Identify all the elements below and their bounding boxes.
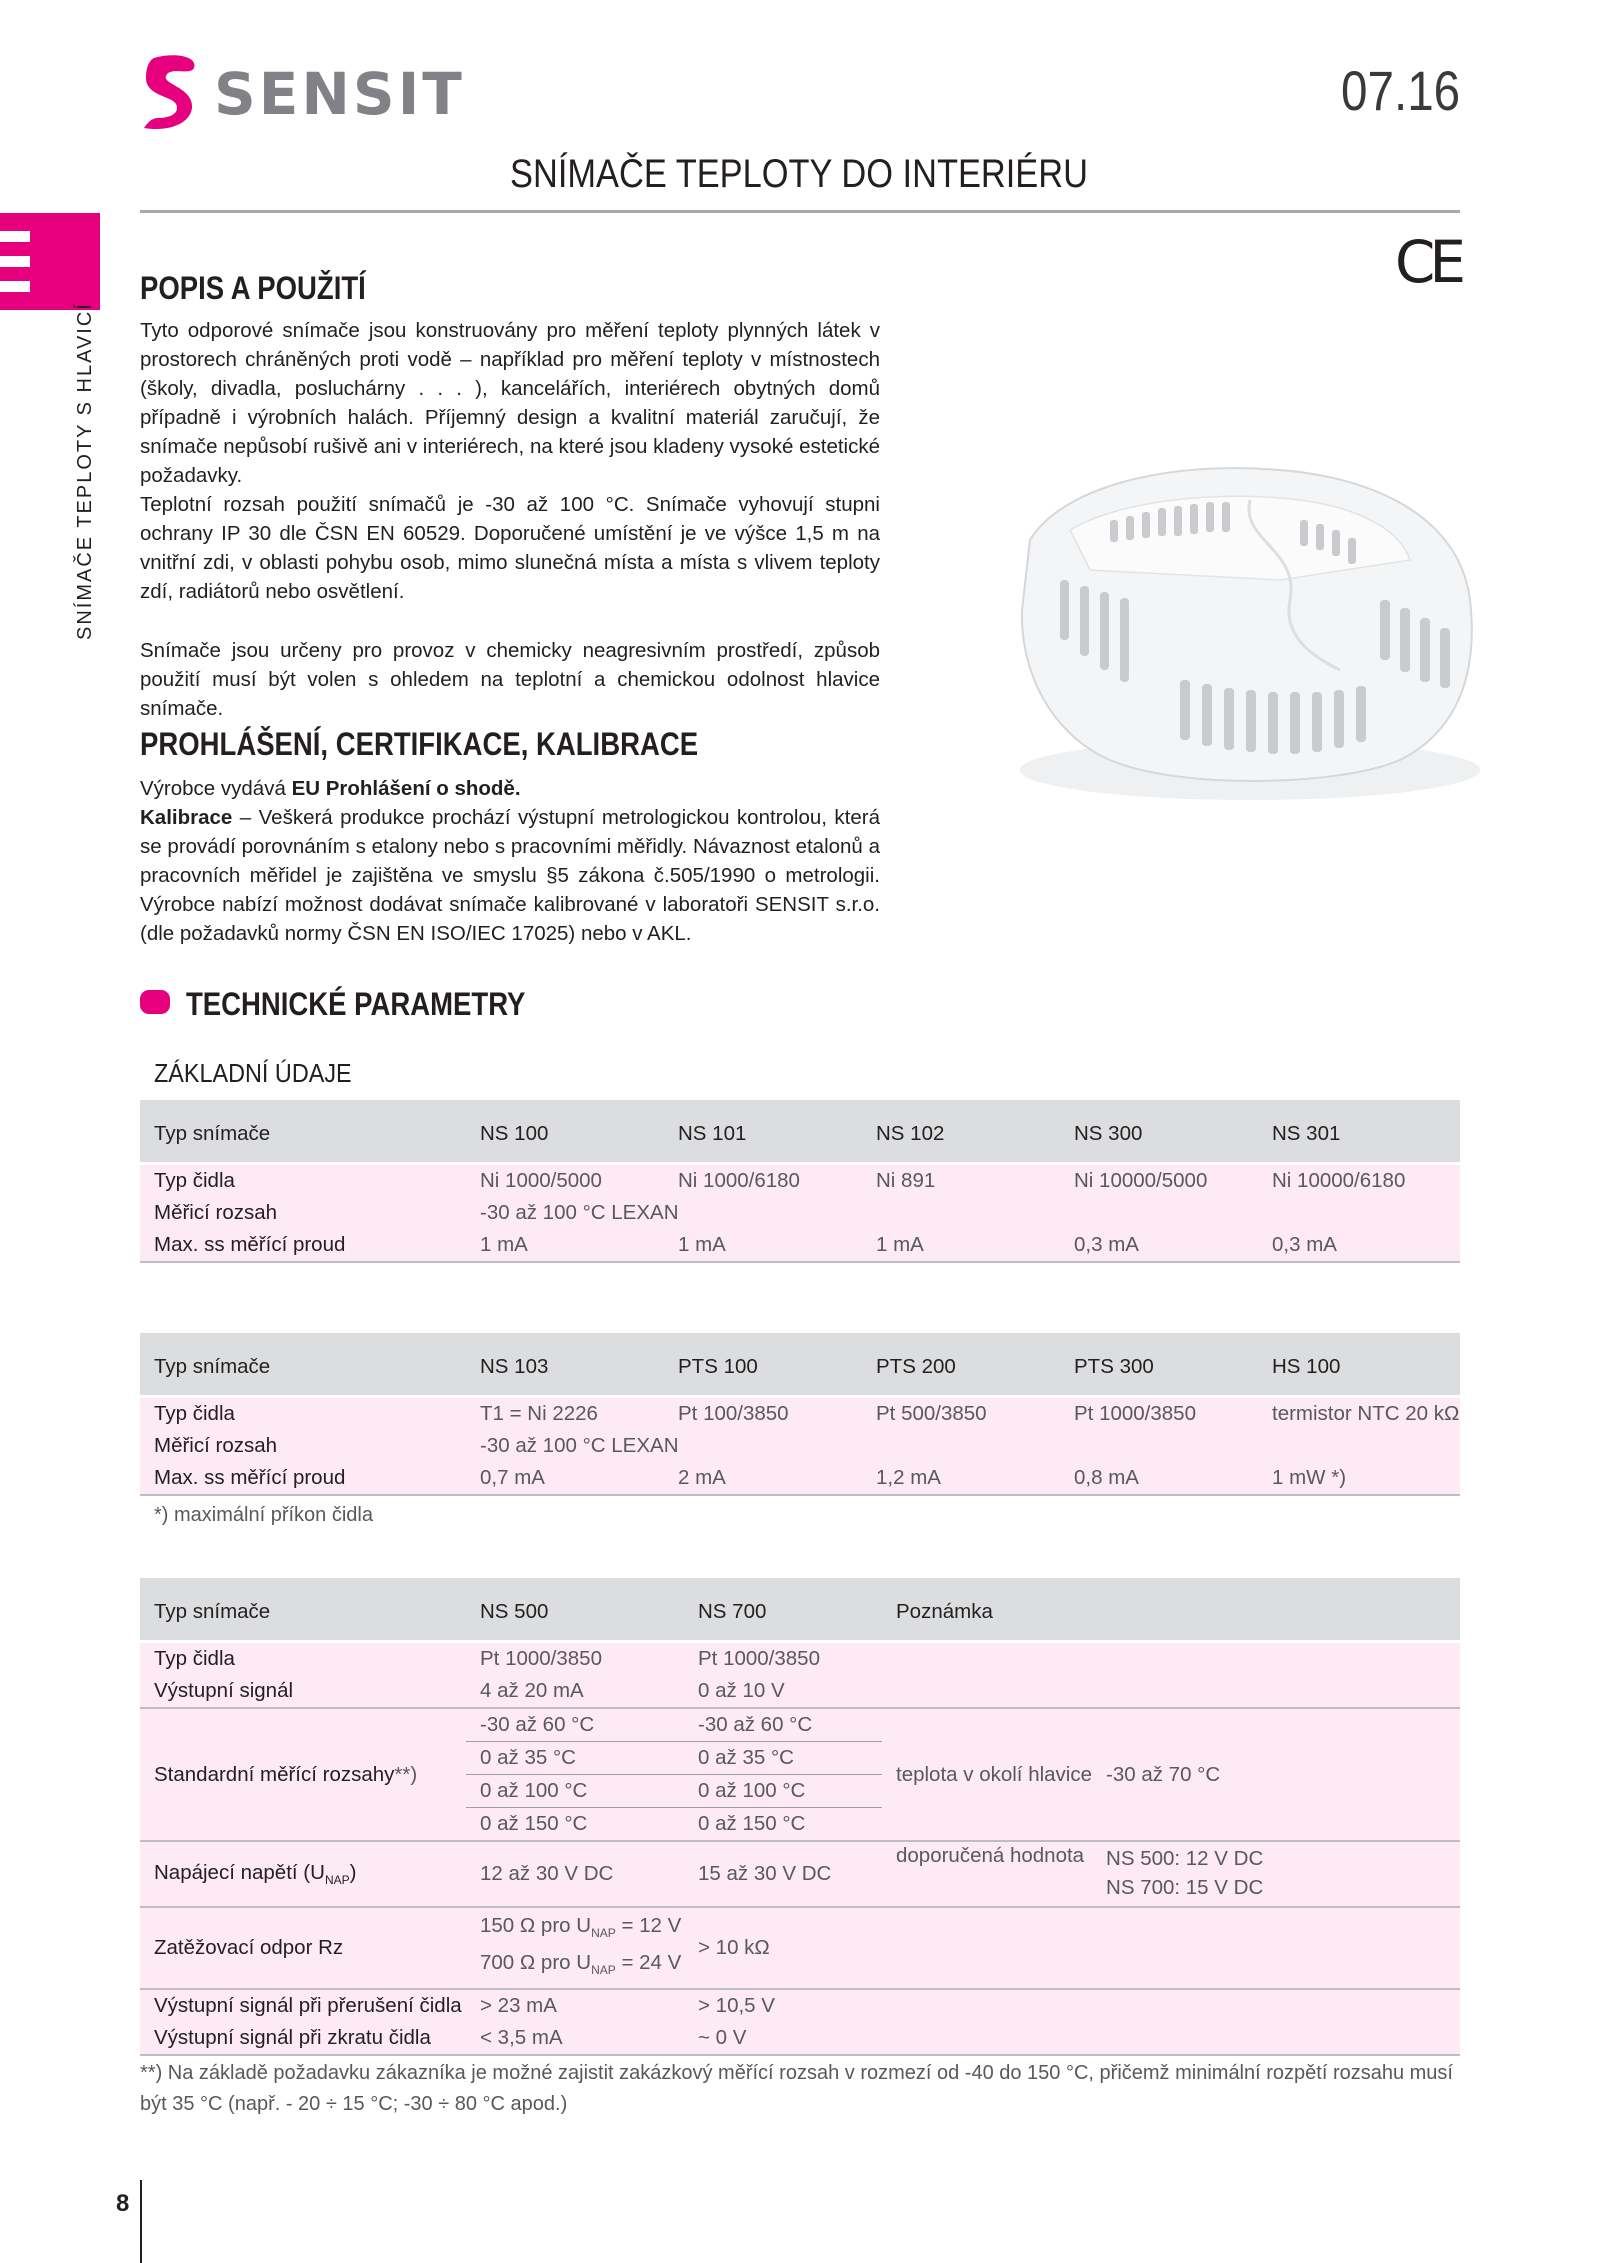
- table-cell: 0,8 mA: [1060, 1462, 1258, 1495]
- paragraph-prohlaseni-2: [140, 803, 880, 948]
- table-cell: > 23 mA: [466, 1989, 684, 2022]
- side-tab-icon: [0, 213, 100, 310]
- text-run-sub: NAP: [591, 1926, 616, 1940]
- table-cell: 15 až 30 V DC: [684, 1841, 882, 1907]
- table-header-cell: Typ snímače: [140, 1578, 466, 1642]
- table-cell: Pt 1000/3850: [684, 1642, 882, 1676]
- table-cell: -30 až 60 °C: [466, 1708, 684, 1742]
- paragraph-popis-2: Teplotní rozsah použití snímačů je -30 až 100 °C. Snímače vyhovují stupni ochrany IP 30 dle ČSN EN 60529. Doporučené umístění je ve výšce 1,5 m na vnitřní zdi, v oblasti pohybu osob, mimo slunečná místa a místa s vlivem teploty zdí, radiátorů nebo osvětlení.: [140, 493, 880, 603]
- product-image: [1000, 430, 1480, 830]
- table-row: [140, 1907, 1460, 1989]
- table-cell-label: Výstupní signál: [140, 1675, 466, 1708]
- table-cell-label: Max. ss měřící proud: [140, 1462, 466, 1495]
- table-cell-label: Výstupní signál při přerušení čidla: [140, 1989, 466, 2022]
- table-cell-label: Typ čidla: [140, 1397, 466, 1431]
- table-row: [140, 1708, 1460, 1742]
- table-cell-note: doporučená hodnota: [882, 1841, 1092, 1907]
- table-header-cell: NS 102: [862, 1100, 1060, 1164]
- side-tab-bar: [0, 256, 30, 267]
- section-heading-technicke: TECHNICKÉ PARAMETRY: [186, 986, 526, 1022]
- table-row: [140, 1462, 1460, 1495]
- side-label: SNÍMAČE TEPLOTY S HLAVICÍ: [74, 302, 96, 640]
- table-cell: [1092, 1907, 1460, 1989]
- sensit-logo-icon: [140, 52, 204, 132]
- table-cell: -30 až 100 °C LEXAN: [466, 1197, 1460, 1229]
- text-run: 150 Ω pro U: [480, 1913, 592, 1937]
- sensit-logo: [140, 52, 465, 132]
- table-cell: -30 až 100 °C LEXAN: [466, 1430, 1460, 1462]
- table-cell: Ni 10000/6180: [1258, 1164, 1460, 1198]
- sensor-housing-icon: [1000, 430, 1480, 830]
- bullet-icon: [140, 990, 170, 1014]
- table-cell-label: Měřicí rozsah: [140, 1430, 466, 1462]
- text-run: – Veškerá produkce prochází výstupní metrologickou kontrolou, která se provádí porovnáním s etalony nebo s pracovními měřidly. Návaznost etalonů a pracovních měřidel je zajištěna ve smyslu §5 zákona č.505/1990 o metrologii. Výrobce nabízí možnost dodávat snímače kalibrované v laboratoři SENSIT s.r.o. (dle požadavků normy ČSN EN ISO/IEC 17025) nebo v AKL.: [140, 806, 880, 945]
- table-cell: 2 mA: [664, 1462, 862, 1495]
- text-run: Standardní měřící rozsahy: [154, 1762, 395, 1786]
- table-cell: 1 mA: [862, 1229, 1060, 1262]
- table-cell: Ni 10000/5000: [1060, 1164, 1258, 1198]
- table-cell: 0,3 mA: [1258, 1229, 1460, 1262]
- table-cell: 0 až 35 °C: [466, 1742, 684, 1775]
- table-output: [140, 1578, 1460, 2056]
- text-run: Výrobce vydává: [140, 777, 292, 800]
- table-cell: Ni 1000/6180: [664, 1164, 862, 1198]
- table-cell: T1 = Ni 2226: [466, 1397, 664, 1431]
- table-cell: Pt 1000/3850: [1060, 1397, 1258, 1431]
- table-cell-label: Typ čidla: [140, 1642, 466, 1676]
- text-line: NS 700: 15 V DC: [1106, 1876, 1264, 1899]
- text-run: = 24 V: [615, 1951, 682, 1974]
- table-cell: 0,7 mA: [466, 1462, 664, 1495]
- page-number: 8: [116, 2190, 130, 2217]
- table-cell: Pt 100/3850: [664, 1397, 862, 1431]
- table-header-cell: NS 300: [1060, 1100, 1258, 1164]
- table-header-cell: Typ snímače: [140, 1333, 466, 1397]
- table-header-cell: NS 100: [466, 1100, 664, 1164]
- table-row: [140, 1197, 1460, 1229]
- table-row: [140, 1841, 1460, 1907]
- table-header-cell: NS 301: [1258, 1100, 1460, 1164]
- table-header-cell: NS 500: [466, 1578, 684, 1642]
- table-header-cell: HS 100: [1258, 1333, 1460, 1397]
- table-cell: 0 až 10 V: [684, 1675, 882, 1708]
- table-cell: 0 až 100 °C: [466, 1775, 684, 1808]
- table-cell: 0 až 100 °C: [684, 1775, 882, 1808]
- table-cell: Ni 1000/5000: [466, 1164, 664, 1198]
- table-cell-label: Zatěžovací odpor Rz: [140, 1907, 466, 1989]
- table-cell: 0 až 35 °C: [684, 1742, 882, 1775]
- table-basic-2: [140, 1333, 1460, 1496]
- text-run: ): [349, 1860, 357, 1884]
- table-header-cell: NS 103: [466, 1333, 664, 1397]
- table-cell: 12 až 30 V DC: [466, 1841, 684, 1907]
- text-line: [480, 1948, 684, 1985]
- table-basic-1: [140, 1100, 1460, 1263]
- table-cell: < 3,5 mA: [466, 2022, 684, 2055]
- table-cell: 1 mA: [466, 1229, 664, 1262]
- table-cell: ~ 0 V: [684, 2022, 882, 2055]
- text-line: NS 500: 12 V DC: [1106, 1847, 1264, 1870]
- table-header-row: [140, 1100, 1460, 1164]
- table-row: [140, 1675, 1460, 1708]
- paragraph-popis-1: Tyto odporové snímače jsou konstruovány pro měření teploty plynných látek v prostorech chráněných proti vodě – například pro měření teploty v místnostech (školy, divadla, posluchárny . . . ), kancelářích, interiérech obytných domů případně i výrobních halách. Příjemný design a kvalitní materiál zaručují, že snímače nepůsobí rušivě ani v interiérech, na které jsou kladeny vysoké estetické požadavky.: [140, 319, 880, 487]
- table-cell: 4 až 20 mA: [466, 1675, 684, 1708]
- section-heading-popis: POPIS A POUŽITÍ: [140, 270, 366, 306]
- table-cell: [882, 1642, 1092, 1676]
- table-cell-label: Typ čidla: [140, 1164, 466, 1198]
- table-cell-label: Měřicí rozsah: [140, 1197, 466, 1229]
- subheading-zakladni-udaje: ZÁKLADNÍ ÚDAJE: [154, 1058, 352, 1088]
- table-cell: 1,2 mA: [862, 1462, 1060, 1495]
- table-header-row: [140, 1578, 1460, 1642]
- table-cell-label: Max. ss měřící proud: [140, 1229, 466, 1262]
- table-row: [140, 1164, 1460, 1198]
- table-header-cell: Typ snímače: [140, 1100, 466, 1164]
- table-cell: [1092, 1642, 1460, 1676]
- table-cell: 0,3 mA: [1060, 1229, 1258, 1262]
- table-row: [140, 1989, 1460, 2022]
- table-header-cell: PTS 300: [1060, 1333, 1258, 1397]
- paragraph-prohlaseni-1: [140, 774, 880, 803]
- table-cell-label: [140, 1708, 466, 1841]
- table-header-cell: NS 101: [664, 1100, 862, 1164]
- table-cell-label: [140, 1841, 466, 1907]
- table-cell: [882, 2022, 1092, 2055]
- table-cell-note: teplota v okolí hlavice: [882, 1708, 1092, 1841]
- text-run-sub: NAP: [324, 1873, 350, 1888]
- text-run-sup: **): [394, 1762, 418, 1786]
- text-run-bold: EU Prohlášení o shodě.: [291, 777, 521, 800]
- text-run-bold: Kalibrace: [140, 806, 233, 829]
- table-row: [140, 1397, 1460, 1431]
- title-rule: [140, 210, 1460, 213]
- footnote: **) Na základě požadavku zákazníka je možné zajistit zakázkový měřící rozsah v rozmezí od -40 do 150 °C, přičemž minimální rozpětí rozsahu musí být 35 °C (např. - 20 ÷ 15 °C; -30 ÷ 80 °C apod.): [140, 2062, 1453, 2115]
- table-cell: [882, 1675, 1092, 1708]
- table-cell: [1092, 2022, 1460, 2055]
- table-cell: > 10,5 V: [684, 1989, 882, 2022]
- text-run: Napájecí napětí (U: [154, 1860, 325, 1884]
- page-title: SNÍMAČE TEPLOTY DO INTERIÉRU: [510, 152, 1088, 196]
- section-heading-prohlaseni: PROHLÁŠENÍ, CERTIFIKACE, KALIBRACE: [140, 726, 699, 762]
- text-line: [480, 1911, 684, 1948]
- table-cell: 0 až 150 °C: [684, 1808, 882, 1842]
- table-cell: > 10 kΩ: [684, 1907, 882, 1989]
- table-cell: 1 mA: [664, 1229, 862, 1262]
- text-run: 700 Ω pro U: [480, 1951, 592, 1974]
- ce-mark-icon: CE: [1394, 228, 1460, 296]
- text-run-sub: NAP: [591, 1963, 616, 1978]
- table-header-cell: Poznámka: [882, 1578, 1460, 1642]
- paragraph-popis-3: Snímače jsou určeny pro provoz v chemicky neagresivním prostředí, způsob použití musí být volen s ohledem na teplotní a chemickou odolnost hlavice snímače.: [140, 639, 880, 720]
- table-cell: [1092, 1675, 1460, 1708]
- text-run: = 12 V: [615, 1913, 682, 1937]
- page-code: 07.16: [1340, 59, 1460, 122]
- table-row: [140, 1229, 1460, 1262]
- table-cell-note-value: [1092, 1841, 1460, 1907]
- table-cell: Pt 500/3850: [862, 1397, 1060, 1431]
- table-cell: [1092, 1989, 1460, 2022]
- logo-text: SENSIT: [214, 60, 465, 128]
- side-tab-bar: [0, 281, 30, 292]
- table-note: *) maximální příkon čidla: [154, 1504, 373, 1526]
- table-header-cell: PTS 200: [862, 1333, 1060, 1397]
- table-header-row: [140, 1333, 1460, 1397]
- table-row: [140, 1430, 1460, 1462]
- table-cell: termistor NTC 20 kΩ: [1258, 1397, 1460, 1431]
- table-row: [140, 2022, 1460, 2055]
- table-cell: 1 mW *): [1258, 1462, 1460, 1495]
- table-cell: [882, 1989, 1092, 2022]
- table-cell: -30 až 60 °C: [684, 1708, 882, 1742]
- table-cell-label: Výstupní signál při zkratu čidla: [140, 2022, 466, 2055]
- table-cell: Ni 891: [862, 1164, 1060, 1198]
- table-cell: [466, 1907, 684, 1989]
- table-row: [140, 1642, 1460, 1676]
- table-header-cell: PTS 100: [664, 1333, 862, 1397]
- side-tab-bar: [0, 231, 30, 242]
- table-header-cell: NS 700: [684, 1578, 882, 1642]
- table-cell: Pt 1000/3850: [466, 1642, 684, 1676]
- table-cell-note-value: -30 až 70 °C: [1092, 1708, 1460, 1841]
- page-number-rule: [140, 2180, 142, 2263]
- table-cell: [882, 1907, 1092, 1989]
- table-cell: 0 až 150 °C: [466, 1808, 684, 1842]
